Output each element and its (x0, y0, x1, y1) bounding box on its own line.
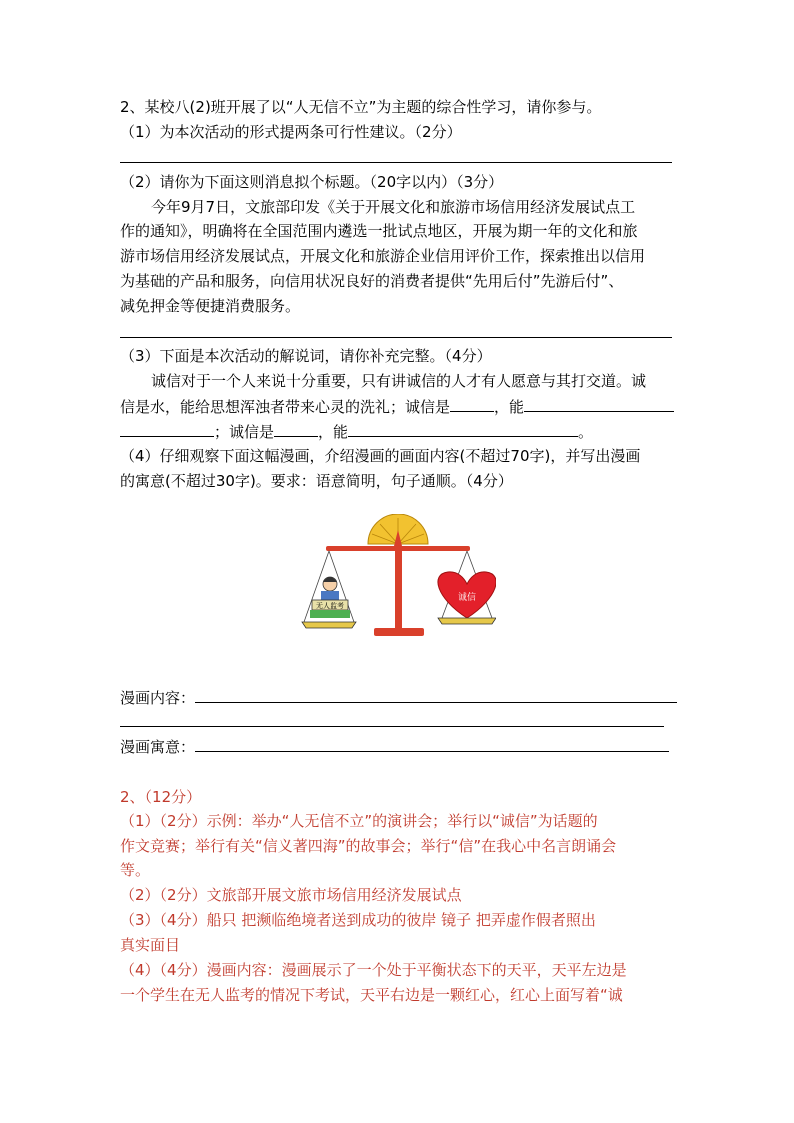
answer-4-line-2: 一个学生在无人监考的情况下考试，天平右边是一颗红心，红心上面写着“诚 (120, 986, 623, 1004)
answer-1-line-2: 作文竞赛；举行有关“信义著四海”的故事会；举行“信”在我心中名言朗诵会 (120, 837, 617, 855)
fill-blank-2[interactable] (524, 395, 674, 412)
question-heading: 2、某校八(2)班开展了以“人无信不立”为主题的综合性学习，请你参与。 (120, 98, 602, 116)
news-line-4: 为基础的产品和服务，向信用状况良好的消费者提供“先用后付”先游后付”、 (120, 272, 624, 290)
content-answer-line-2[interactable] (120, 726, 664, 727)
answer-1-line-3: 等。 (120, 861, 151, 879)
fill-blank-1[interactable] (450, 395, 494, 412)
question-1: （1）为本次活动的形式提两条可行性建议。（2分） (120, 123, 462, 141)
q3-line-3-text: ；诚信是 (214, 423, 275, 441)
question-2: （2）请你为下面这则消息拟个标题。（20字以内）（3分） (120, 173, 504, 191)
q3-line-2-text: 信是水，能给思想浑浊者带来心灵的洗礼；诚信是 (120, 398, 451, 416)
meaning-label: 漫画寓意： (120, 738, 196, 756)
q3-line-3-end: 。 (578, 423, 594, 441)
answer-heading: 2、（12分） (120, 788, 202, 806)
left-pan (302, 551, 356, 628)
cartoon-content-row (120, 686, 677, 709)
q3-line-3-can: ，能 (318, 423, 349, 441)
heart-label: 诚信 (457, 593, 477, 603)
fill-blank-4[interactable] (274, 420, 318, 437)
question-3: （3）下面是本次活动的解说词，请你补充完整。（4分） (120, 347, 492, 365)
answer-1-line-1: （1）（2分）示例：举办“人无信不立”的演讲会；举行以“诚信”为话题的 (120, 812, 598, 830)
no-proctor-sign: 无人监考 (316, 602, 344, 610)
q3-line-1: 诚信对于一个人来说十分重要，只有讲诚信的人才有人愿意与其打交道。诚 (151, 372, 647, 390)
answer-2: （2）（2分）文旅部开展文旅市场信用经济发展试点 (120, 886, 462, 904)
answer-line-2 (120, 337, 672, 338)
news-line-3: 游市场信用经济发展试点，开展文化和旅游企业信用评价工作，探索推出以信用 (120, 247, 646, 265)
content-answer-line[interactable] (195, 686, 677, 703)
fill-blank-3[interactable] (120, 420, 214, 437)
news-line-2: 作的通知》，明确将在全国范围内遴选一批试点地区，开展为期一年的文化和旅 (120, 222, 638, 240)
q3-line-2-can: ，能 (494, 398, 525, 416)
answer-3-line-2: 真实面目 (120, 936, 181, 954)
answer-line-1 (120, 162, 672, 163)
news-line-5: 减免押金等便捷消费服务。 (120, 297, 301, 315)
answer-4-line-1: （4）（4分）漫画内容：漫画展示了一个处于平衡状态下的天平，天平左边是 (120, 961, 627, 979)
right-pan (438, 551, 496, 624)
question-4-line-2: 的寓意(不超过30字)。要求：语意简明，句子通顺。（4分） (120, 472, 513, 490)
answer-3-line-1: （3）（4分）船只 把濒临绝境者送到成功的彼岸 镜子 把弄虚作假者照出 (120, 911, 596, 929)
q3-line-3 (120, 420, 593, 443)
question-4-line-1: （4）仔细观察下面这幅漫画，介绍漫画的画面内容(不超过70字)，并写出漫画 (120, 447, 641, 465)
meaning-answer-line[interactable] (195, 735, 669, 752)
q3-line-2 (120, 395, 674, 418)
content-label: 漫画内容： (120, 689, 196, 707)
cartoon-meaning-row (120, 735, 669, 758)
fill-blank-5[interactable] (348, 420, 578, 437)
news-line-1: 今年9月7日，文旅部印发《关于开展文化和旅游市场信用经济发展试点工 (151, 198, 636, 216)
balance-scale-cartoon (296, 514, 496, 640)
